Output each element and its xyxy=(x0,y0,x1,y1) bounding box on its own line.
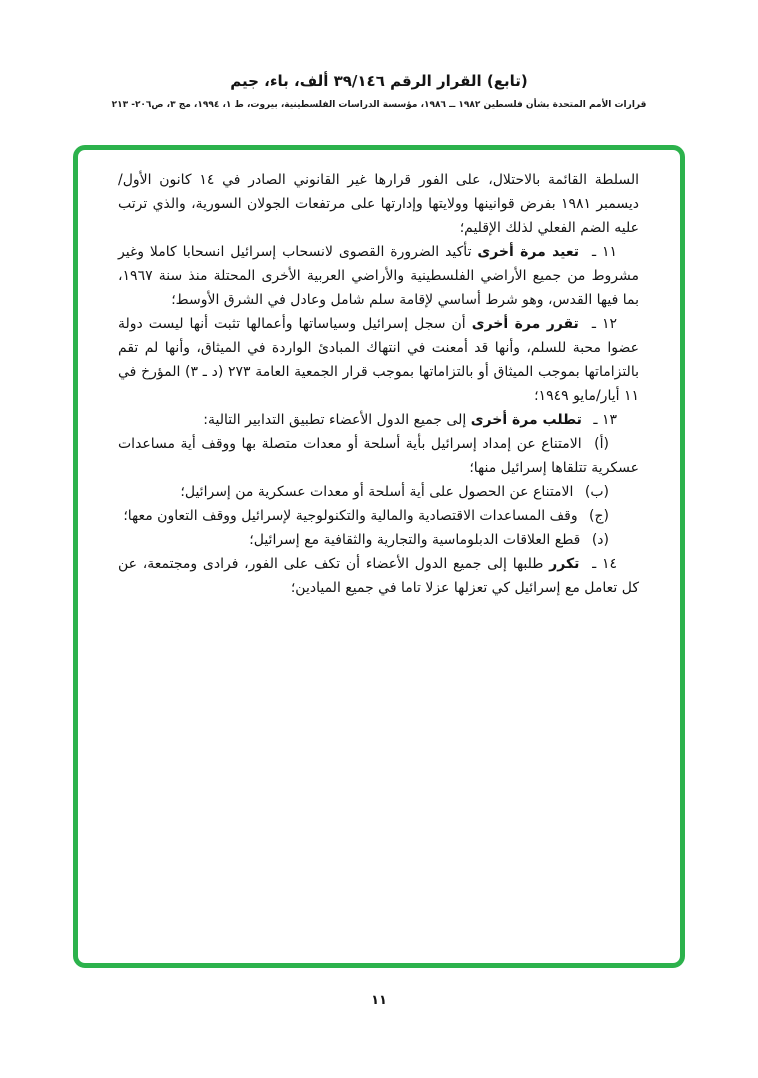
page-number: ١١ xyxy=(371,993,387,1008)
paragraph-13 xyxy=(118,408,639,432)
paragraph-12 xyxy=(118,312,639,408)
para-num: (د) xyxy=(591,532,609,548)
para-text: الامتناع عن إمداد إسرائيل بأية أسلحة أو معدات متصلة بها ووقف أية مساعدات عسكرية تتلقاها إسرائيل منها؛ xyxy=(118,436,639,476)
para-num: (ب) xyxy=(584,484,609,500)
para-text: طلبها إلى جميع الدول الأعضاء أن تكف على الفور، فرادى ومجتمعة، عن كل تعامل مع إسرائيل كي تعزلها عزلا تاما في جميع الميادين؛ xyxy=(118,556,639,596)
para-text: قطع العلاقات الدبلوماسية والتجارية والثقافية مع إسرائيل؛ xyxy=(249,532,581,548)
subparagraph-b xyxy=(118,480,639,504)
para-bold-lead: تطلب مرة أخرى xyxy=(470,412,582,428)
para-num: (أ) xyxy=(594,436,609,452)
para-text: السلطة القائمة بالاحتلال، على الفور قرارها غير القانوني الصادر في ١٤ كانون الأول/ديسمبر ١٩٨١ بفرض قوانينها وولايتها وإدارتها على مرتفعات الجولان السورية، والذي ترتب عليه الضم الفعلي لذلك الإقليم؛ xyxy=(118,172,639,236)
para-num: ١٤ ـ xyxy=(592,556,617,572)
paragraph-11 xyxy=(118,240,639,312)
subparagraph-c xyxy=(118,504,639,528)
subparagraph-a xyxy=(118,432,639,480)
page-header xyxy=(0,72,758,110)
body-text xyxy=(118,168,639,600)
para-num: (ج) xyxy=(589,508,609,524)
para-bold-lead: تعيد مرة أخرى xyxy=(477,244,580,260)
para-text: وقف المساعدات الاقتصادية والمالية والتكنولوجية لإسرائيل ووقف التعاون معها؛ xyxy=(123,508,578,524)
para-text: الامتناع عن الحصول على أية أسلحة أو معدات عسكرية من إسرائيل؛ xyxy=(180,484,574,500)
paragraph-continuation xyxy=(118,168,639,240)
para-text: تأكيد الضرورة القصوى لانسحاب إسرائيل انسحابا كاملا وغير مشروط من جميع الأراضي الفلسطينية والأراضي العربية الأخرى المحتلة منذ سنة ١٩٦٧، بما فيها القدس، وهو شرط أساسي لإقامة سلم شامل وعادل في الشرق الأوسط؛ xyxy=(118,244,639,308)
para-bold-lead: تقرر مرة أخرى xyxy=(471,316,579,332)
para-bold-lead: تكرر xyxy=(549,556,580,572)
para-num: ١١ ـ xyxy=(591,244,618,260)
para-num: ١٣ ـ xyxy=(593,412,617,428)
para-text: أن سجل إسرائيل وسياساتها وأعمالها تثبت أنها ليست دولة عضوا محبة للسلم، وأنها قد أمعنت في انتهاك المبادئ الواردة في الميثاق، وأنها لم تقم بالتزاماتها بموجب الميثاق أو بالتزاماتها بموجب قرار الجمعية العامة ٢٧٣ (د ـ ٣) المؤرخ في ١١ أيار/مايو ١٩٤٩؛ xyxy=(118,316,639,404)
para-text: إلى جميع الدول الأعضاء تطبيق التدابير التالية: xyxy=(203,412,467,428)
resolution-title: (تابع) القرار الرقم ٣٩/١٤٦ ألف، باء، جيم xyxy=(230,72,528,90)
subparagraph-d xyxy=(118,528,639,552)
source-citation: قرارات الأمم المتحدة بشأن فلسطين ١٩٨٢ ــ ١٩٨٦، مؤسسة الدراسات الفلسطينية، بيروت، ط ١، ١٩٩٤، مج ٣، ص٢٠٦- ٢١٣ xyxy=(111,100,647,110)
paragraph-14 xyxy=(118,552,639,600)
para-num: ١٢ ـ xyxy=(591,316,617,332)
